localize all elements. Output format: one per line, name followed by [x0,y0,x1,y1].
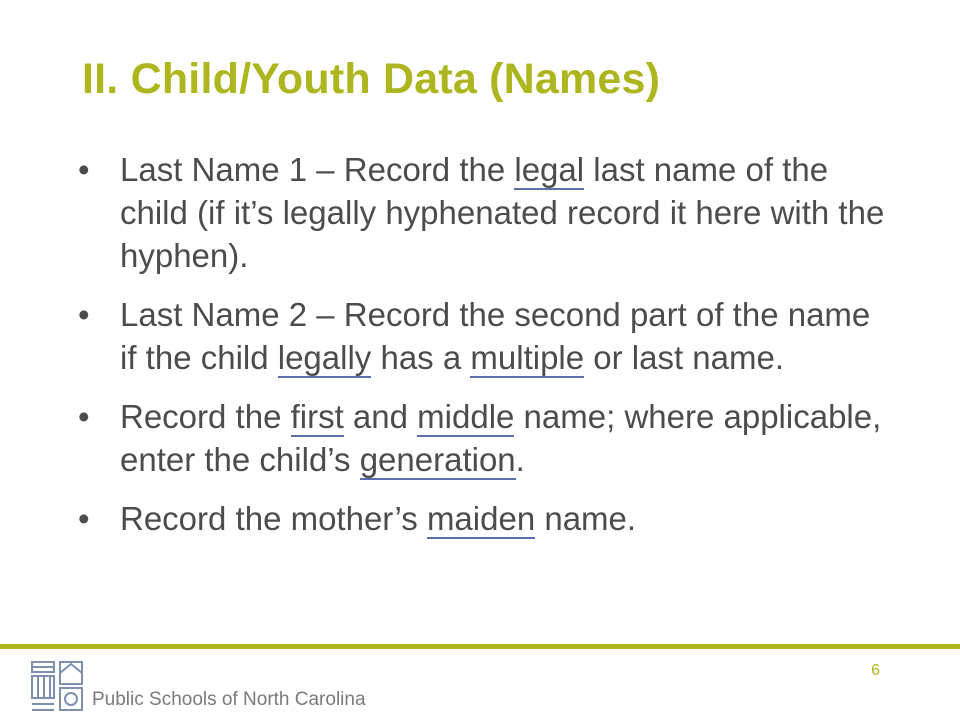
bullet-marker: • [78,398,90,435]
bullet-marker: • [78,500,90,537]
bullet-item [78,293,888,379]
bullet-text: Last Name 1 – Record the [120,151,515,188]
bullet-text: . [515,441,525,478]
bullet-text: and [343,398,418,435]
underlined-term: legal [514,151,585,188]
underlined-term: middle [417,398,515,435]
bullet-item [78,148,888,277]
bullet-text: name. [535,500,637,537]
bullet-marker: • [78,151,90,188]
bullet-text: has a [371,339,471,376]
bullet-item [78,497,888,540]
school-logo-icon [30,660,86,721]
bullet-list [78,148,888,556]
underlined-term: maiden [426,500,536,537]
bullet-text: name; where applicable, enter the child’s [120,398,882,478]
brand-name: Public Schools of North Carolina [92,689,366,710]
bullet-text: Record the [120,398,291,435]
footer-divider [0,644,960,649]
page-number: 6 [871,662,880,679]
slide-title: II. Child/Youth Data (Names) [82,55,661,103]
underlined-term: multiple [470,339,585,376]
bullet-marker: • [78,296,90,333]
bullet-text: or last name. [584,339,785,376]
underlined-term: first [290,398,344,435]
underlined-term: generation [359,441,516,478]
bullet-item [78,395,888,481]
bullet-text: last name of the child (if it’s legally hyphenated record it here with the hyphen). [120,151,885,274]
bullet-text: Record the mother’s [120,500,427,537]
bullet-text: Last Name 2 – Record the second part of the name if the child [120,296,871,376]
underlined-term: legally [277,339,372,376]
